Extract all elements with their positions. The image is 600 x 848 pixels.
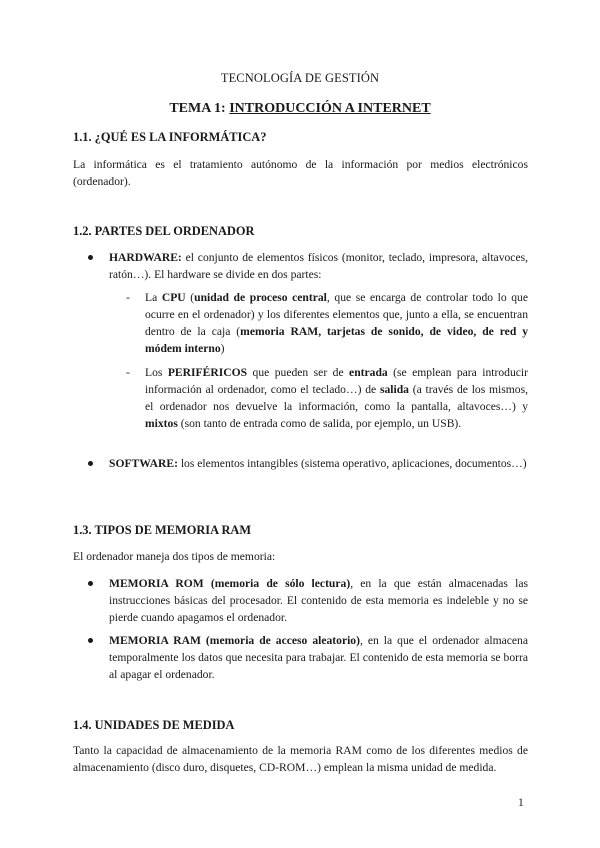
- software-label: SOFTWARE:: [109, 457, 178, 470]
- mixtos-term: mixtos: [145, 417, 178, 430]
- section-heading-1-1: 1.1. ¿QUÉ ES LA INFORMÁTICA?: [73, 130, 267, 144]
- ram-text: , en la que el ordenador almacena temporalmente los datos que necesita para trabajar. El contenido de esta memoria se borra al apagar el ordenador.: [109, 634, 528, 681]
- subitem-perifericos: [126, 364, 528, 432]
- cpu-text-1: La: [145, 291, 162, 304]
- section-heading-1-4: 1.4. UNIDADES DE MEDIDA: [73, 718, 235, 732]
- list-item-rom: [109, 575, 528, 626]
- dash-icon: -: [126, 291, 130, 304]
- cpu-text-3: , que se encarga de controlar todo lo que ocurre en el ordenador) y los diferentes elementos que, junto a ella, se encuentran dentro de la caja (: [145, 291, 528, 338]
- course-title: TECNOLOGÍA DE GESTIÓN: [220, 71, 380, 85]
- section-heading-1-2: 1.2. PARTES DEL ORDENADOR: [73, 224, 255, 238]
- cpu-term: CPU: [161, 291, 186, 304]
- list-item-hardware: [109, 249, 528, 283]
- rom-label: MEMORIA ROM (memoria de sólo lectura): [109, 577, 351, 590]
- per-text-1: Los: [145, 366, 168, 379]
- cpu-components: memoria RAM, tarjetas de sonido, de video, de red y módem interno: [145, 325, 528, 355]
- per-text-2: que pueden ser de: [247, 366, 350, 379]
- tema-title: [0, 100, 600, 117]
- dash-icon: -: [126, 366, 130, 379]
- cpu-text-2: (: [185, 291, 195, 304]
- list-item-ram: [109, 632, 528, 683]
- section-1-1-paragraph: La informática es el tratamiento autónomo de la información por medios electrónicos (ordenador).: [73, 158, 528, 188]
- bullet-icon: [88, 255, 93, 260]
- bullet-icon: [88, 461, 93, 466]
- memory-list: [109, 575, 528, 626]
- per-text-4: (a través de los mismos, el ordenador nos devuelve la información, como la pantalla, altavoces…) y: [145, 383, 528, 413]
- hardware-label: HARDWARE:: [109, 251, 182, 264]
- section-1-4-paragraph: Tanto la capacidad de almacenamiento de la memoria RAM como de los diferentes medios de almacenamiento (disco duro, disquetes, CD-ROM…) emplean la misma unidad de medida.: [73, 744, 528, 774]
- list-item-software: [109, 455, 528, 472]
- bullet-icon: [88, 638, 93, 643]
- parts-list: [109, 249, 528, 283]
- software-list: [109, 455, 528, 472]
- tema-prefix: TEMA 1:: [169, 101, 230, 116]
- hardware-text: el conjunto de elementos físicos (monitor, teclado, impresora, altavoces, ratón…). El hardware se divide en dos partes:: [109, 251, 528, 281]
- software-text: los elementos intangibles (sistema operativo, aplicaciones, documentos…): [177, 457, 527, 470]
- salida-term: salida: [379, 383, 409, 396]
- section-1-3-intro: El ordenador maneja dos tipos de memoria:: [73, 550, 276, 563]
- rom-text: , en la que están almacenadas las instrucciones básicas del procesador. El contenido de esta memoria es indeleble y no se pierde cuando apagamos el ordenador.: [109, 577, 528, 624]
- subitem-cpu: [126, 289, 528, 357]
- per-text-3: (se emplean para introducir información al ordenador, como el teclado…) de: [145, 366, 528, 396]
- per-text-5: (son tanto de entrada como de salida, por ejemplo, un USB).: [177, 417, 462, 430]
- entrada-term: entrada: [349, 366, 388, 379]
- bullet-icon: [88, 581, 93, 586]
- page-number: 1: [518, 797, 524, 809]
- section-heading-1-3: 1.3. TIPOS DE MEMORIA RAM: [73, 523, 252, 537]
- cpu-definition: unidad de proceso central: [194, 291, 327, 304]
- perifericos-term: PERIFÉRICOS: [167, 366, 248, 379]
- ram-label: MEMORIA RAM (memoria de acceso aleatorio): [109, 634, 360, 647]
- memory-list-2: [109, 632, 528, 683]
- tema-name: INTRODUCCIÓN A INTERNET: [229, 101, 431, 116]
- cpu-text-4: ): [220, 342, 225, 355]
